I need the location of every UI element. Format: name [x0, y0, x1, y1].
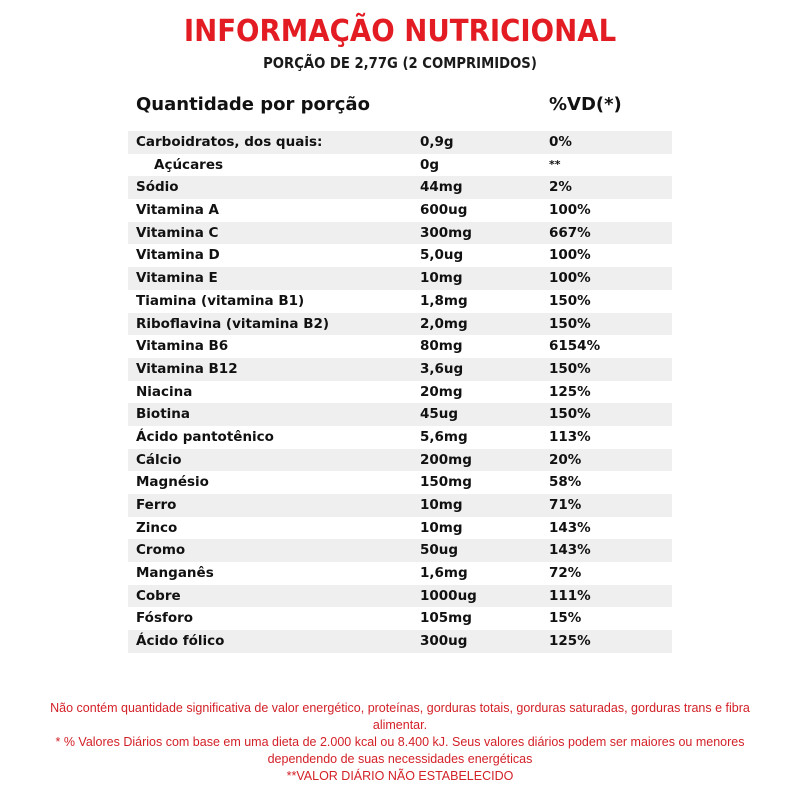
table-row	[128, 517, 672, 540]
table-row	[128, 449, 672, 472]
nutrient-name: Vitamina B12	[136, 360, 238, 377]
table-row	[128, 585, 672, 608]
nutrient-name: Cromo	[136, 542, 186, 559]
table-row	[128, 630, 672, 653]
serving-size: PORÇÃO DE 2,77G (2 COMPRIMIDOS)	[263, 54, 537, 72]
nutrient-daily-value: 71%	[549, 497, 582, 513]
footnote-daily-values: * % Valores Diários com base em uma dieta de 2.000 kcal ou 8.400 kJ. Seus valores diários podem ser maiores ou menores dependendo de suas necessidades energéticas	[55, 735, 745, 766]
nutrient-amount: 1,8mg	[420, 292, 468, 309]
nutrient-amount: 50ug	[420, 542, 459, 559]
nutrient-amount: 0g	[420, 156, 440, 173]
nutrient-name: Biotina	[136, 406, 190, 423]
nutrient-name: Riboflavina (vitamina B2)	[136, 315, 330, 332]
nutrient-daily-value: 113%	[549, 428, 591, 445]
nutrient-name: Cálcio	[136, 451, 182, 468]
nutrient-name: Magnésio	[136, 474, 209, 491]
nutrient-daily-value: 125%	[549, 633, 591, 650]
nutrient-daily-value: 100%	[549, 247, 591, 264]
nutrient-name: Vitamina D	[136, 247, 220, 264]
nutrient-amount: 1,6mg	[420, 565, 468, 582]
nutrient-name: Vitamina E	[136, 270, 218, 287]
nutrient-name: Vitamina A	[136, 202, 219, 219]
table-row	[128, 494, 672, 517]
footnote-not-established: **VALOR DIÁRIO NÃO ESTABELECIDO	[286, 769, 514, 783]
nutrient-daily-value: 58%	[549, 474, 582, 491]
nutrient-daily-value: 6154%	[549, 338, 601, 355]
nutrient-amount: 44mg	[420, 179, 463, 196]
nutrient-amount: 200mg	[420, 451, 472, 468]
nutrient-daily-value: 20%	[549, 451, 582, 468]
nutrient-daily-value: 72%	[549, 565, 582, 582]
table-row	[128, 471, 672, 494]
nutrient-amount: 300ug	[420, 633, 468, 650]
nutrition-table	[128, 131, 672, 653]
table-row	[128, 403, 672, 426]
nutrient-name: Cobre	[136, 587, 181, 604]
table-row	[128, 267, 672, 290]
header-daily-value: %VD(*)	[549, 94, 622, 115]
table-row	[128, 222, 672, 245]
nutrient-amount: 2,0mg	[420, 315, 468, 332]
nutrient-amount: 300mg	[420, 224, 472, 241]
nutrient-daily-value: 100%	[549, 202, 591, 219]
table-row	[128, 154, 672, 177]
nutrient-name: Sódio	[136, 179, 179, 196]
table-row	[128, 244, 672, 267]
table-row	[128, 607, 672, 630]
nutrient-daily-value: 150%	[549, 315, 591, 332]
nutrient-name: Manganês	[136, 565, 214, 582]
table-row	[128, 313, 672, 336]
table-row	[128, 176, 672, 199]
nutrient-name: Carboidratos, dos quais:	[136, 134, 323, 150]
nutrient-name: Ácido fólico	[136, 633, 225, 650]
footnotes	[40, 700, 760, 785]
nutrient-name: Ferro	[136, 497, 177, 513]
table-row	[128, 562, 672, 585]
table-row	[128, 358, 672, 381]
nutrient-daily-value: 111%	[549, 587, 591, 604]
nutrient-amount: 150mg	[420, 474, 472, 491]
nutrient-amount: 10mg	[420, 270, 463, 287]
nutrient-daily-value: 143%	[549, 542, 591, 559]
nutrient-daily-value: 125%	[549, 383, 591, 400]
nutrient-amount: 20mg	[420, 383, 463, 400]
table-row	[128, 335, 672, 358]
nutrient-amount: 5,6mg	[420, 428, 468, 445]
nutrient-amount: 600ug	[420, 202, 468, 219]
nutrient-amount: 1000ug	[420, 587, 477, 604]
nutrient-name: Vitamina C	[136, 224, 219, 241]
nutrient-name: Vitamina B6	[136, 338, 229, 355]
header-quantity: Quantidade por porção	[136, 94, 370, 115]
nutrient-amount: 10mg	[420, 497, 463, 513]
table-row	[128, 381, 672, 404]
nutrient-daily-value: 667%	[549, 224, 591, 241]
nutrient-daily-value: 150%	[549, 360, 591, 377]
nutrient-name: Açúcares	[154, 156, 224, 173]
nutrient-name: Niacina	[136, 383, 193, 400]
nutrient-daily-value: 150%	[549, 406, 591, 423]
nutrient-daily-value: **	[549, 157, 561, 171]
table-row	[128, 199, 672, 222]
nutrient-name: Zinco	[136, 519, 178, 536]
page-title: INFORMAÇÃO NUTRICIONAL	[183, 14, 617, 49]
footnote-not-significant: Não contém quantidade significativa de valor energético, proteínas, gorduras totais, gorduras saturadas, gorduras trans e fibra alimentar.	[50, 701, 750, 732]
nutrient-amount: 105mg	[420, 610, 472, 627]
nutrient-daily-value: 100%	[549, 270, 591, 287]
nutrient-amount: 0,9g	[420, 134, 454, 150]
nutrient-daily-value: 143%	[549, 519, 591, 536]
nutrient-daily-value: 0%	[549, 134, 572, 150]
nutrient-name: Tiamina (vitamina B1)	[136, 292, 305, 309]
nutrient-amount: 5,0ug	[420, 247, 464, 264]
nutrient-daily-value: 150%	[549, 292, 591, 309]
table-row	[128, 539, 672, 562]
nutrient-daily-value: 2%	[549, 179, 572, 196]
nutrient-name: Ácido pantotênico	[136, 428, 274, 445]
table-row	[128, 290, 672, 313]
nutrient-amount: 3,6ug	[420, 360, 464, 377]
nutrient-amount: 80mg	[420, 338, 463, 355]
nutrient-daily-value: 15%	[549, 610, 582, 627]
nutrient-name: Fósforo	[136, 610, 194, 627]
table-row	[128, 131, 672, 154]
nutrient-amount: 45ug	[420, 406, 459, 423]
table-header	[136, 94, 676, 122]
nutrient-amount: 10mg	[420, 519, 463, 536]
table-row	[128, 426, 672, 449]
